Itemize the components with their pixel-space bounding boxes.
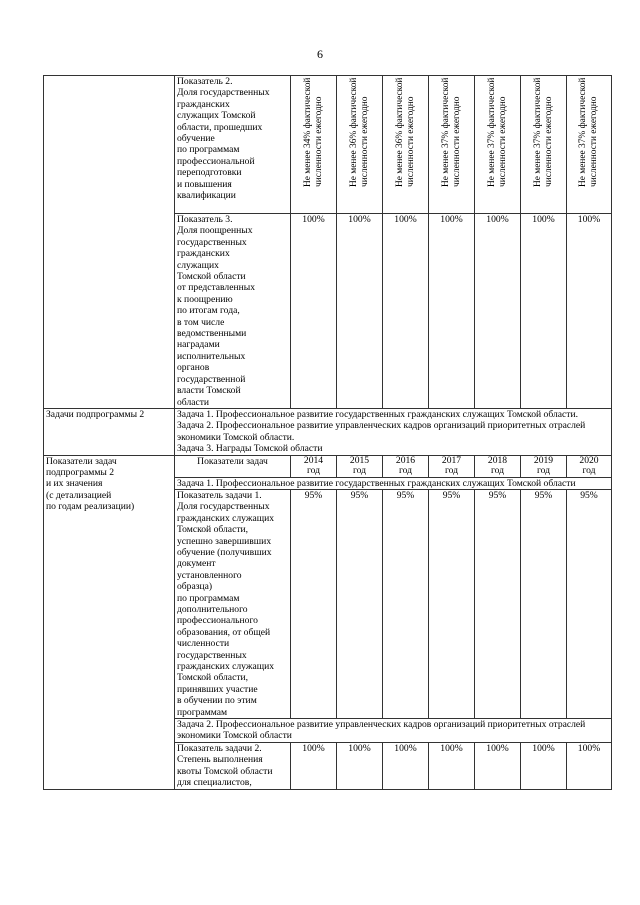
- subprogram-table: [43, 75, 612, 790]
- indicator-3-value: 100%: [291, 214, 337, 409]
- indicator-line: профессиональной: [177, 155, 255, 167]
- indicator-2-value: Не менее 36% фактической численности ежегодно: [348, 77, 370, 187]
- indicator-line: наградами: [177, 339, 220, 351]
- indicator-line: области: [177, 396, 210, 408]
- indicator-line: переподготовки: [177, 167, 242, 179]
- task-2-value: 100%: [521, 742, 567, 789]
- indicator-line: Доля государственных: [177, 501, 270, 513]
- indicator-line: для специалистов,: [177, 777, 252, 789]
- left-empty-cell: [44, 76, 175, 409]
- task-item: Задача 2. Профессиональное развитие управленческих кадров организаций приоритетных отраслей экономики Томской области.: [177, 420, 586, 443]
- year-header: 2020 год: [567, 455, 612, 477]
- task-1-value: 95%: [429, 489, 475, 718]
- indicator-3-value: 100%: [337, 214, 383, 409]
- task-indicators-header: Показатели задач: [175, 455, 291, 477]
- indicator-line: установленного: [177, 569, 242, 581]
- indicator-line: Показатель задачи 1.: [177, 489, 262, 501]
- indicator-line: в том числе: [177, 316, 225, 328]
- indicator-2-text: [175, 76, 291, 214]
- indicator-line: численности: [177, 638, 230, 650]
- year-header: 2016 год: [383, 455, 429, 477]
- task-indicators-label: [44, 455, 175, 789]
- task-2-value: 100%: [337, 742, 383, 789]
- task-item: Задача 3. Награды Томской области: [177, 443, 323, 455]
- indicator-line: исполнительных: [177, 350, 246, 362]
- indicator-line: и повышения: [177, 178, 232, 190]
- indicator-line: обучение (получивших: [177, 546, 272, 558]
- task-1-value: 95%: [337, 489, 383, 718]
- task-2-title: Задача 2. Профессиональное развитие управленческих кадров организаций приоритетных отраслей экономики Томской области: [175, 719, 612, 743]
- year-header: 2014 год: [291, 455, 337, 477]
- label-line: и их значения: [46, 478, 103, 490]
- indicator-line: к поощрению: [177, 293, 233, 305]
- indicator-line: служащих Томской: [177, 110, 256, 122]
- year-header: 2018 год: [475, 455, 521, 477]
- tasks-list: [175, 408, 612, 455]
- indicator-line: Доля государственных: [177, 87, 270, 99]
- indicator-line: по программам: [177, 592, 240, 604]
- indicator-line: по программам: [177, 144, 240, 156]
- indicator-line: гражданских: [177, 248, 230, 260]
- indicator-line: по итогам года,: [177, 305, 240, 317]
- task-indicators-header-row: [44, 455, 612, 477]
- indicator-line: гражданских служащих: [177, 512, 275, 524]
- indicator-line: государственных: [177, 649, 247, 661]
- year-header: 2015 год: [337, 455, 383, 477]
- indicator-2-value: Не менее 34% фактической численности ежегодно: [302, 77, 324, 187]
- page-number: 6: [317, 47, 323, 61]
- indicator-line: государственной: [177, 373, 246, 385]
- indicator-line: ведомственными: [177, 328, 247, 340]
- indicator-3-value: 100%: [383, 214, 429, 409]
- indicator-line: Томской области,: [177, 672, 249, 684]
- indicator-line: служащих: [177, 259, 219, 271]
- indicator-line: Степень выполнения: [177, 754, 263, 766]
- label-line: (с детализацией: [46, 489, 112, 501]
- task-1-indicator-text: [175, 489, 291, 718]
- indicator-line: квалификации: [177, 190, 236, 202]
- indicator-line: в обучении по этим: [177, 695, 257, 707]
- indicator-line: Томской области,: [177, 524, 249, 536]
- indicator-3-value: 100%: [521, 214, 567, 409]
- indicator-line: Доля поощренных: [177, 225, 253, 237]
- indicator-2-value: Не менее 37% фактической численности ежегодно: [578, 77, 599, 187]
- task-1-value: 95%: [521, 489, 567, 718]
- indicator-line: государственных: [177, 236, 247, 248]
- indicator-line: документ: [177, 558, 216, 570]
- indicator-line: обучение: [177, 133, 215, 145]
- task-2-value: 100%: [567, 742, 612, 789]
- indicator-line: области, прошедших: [177, 121, 263, 133]
- year-header: 2017 год: [429, 455, 475, 477]
- indicator-3-value: 100%: [475, 214, 521, 409]
- task-1-value: 95%: [383, 489, 429, 718]
- indicator-line: успешно завершивших: [177, 535, 272, 547]
- indicator-line: образования, от общей: [177, 626, 271, 638]
- task-2-indicator-text: [175, 742, 291, 789]
- label-line: по годам реализации): [46, 501, 135, 513]
- indicator-line: программам: [177, 706, 228, 718]
- indicator-line: органов: [177, 362, 210, 374]
- year-header: 2019 год: [521, 455, 567, 477]
- indicator-line: квоты Томской области: [177, 765, 273, 777]
- indicator-line: Показатель 2.: [177, 76, 233, 87]
- indicator-line: гражданских: [177, 98, 230, 110]
- indicator-line: Показатель задачи 2.: [177, 742, 262, 754]
- task-2-value: 100%: [429, 742, 475, 789]
- task-2-value: 100%: [291, 742, 337, 789]
- indicator-2-value: Не менее 37% фактической численности ежегодно: [440, 77, 462, 187]
- task-2-value: 100%: [475, 742, 521, 789]
- task-1-value: 95%: [475, 489, 521, 718]
- indicator-line: от представленных: [177, 282, 255, 294]
- indicator-2-value: Не менее 36% фактической численности ежегодно: [394, 77, 416, 187]
- indicator-line: образца): [177, 581, 213, 593]
- indicator-2-value: Не менее 37% фактической численности ежегодно: [532, 77, 554, 187]
- task-1-value: 95%: [567, 489, 612, 718]
- indicator-line: гражданских служащих: [177, 661, 275, 673]
- indicator-line: власти Томской: [177, 385, 241, 397]
- indicator-2-value: Не менее 37% фактической численности ежегодно: [486, 77, 508, 187]
- label-line: подпрограммы 2: [46, 466, 115, 478]
- tasks-row: [44, 408, 612, 455]
- indicator-3-text: [175, 214, 291, 409]
- task-1-value: 95%: [291, 489, 337, 718]
- indicator-line: профессионального: [177, 615, 258, 627]
- indicator-line: принявших участие: [177, 683, 258, 695]
- indicator-3-value: 100%: [567, 214, 612, 409]
- label-line: Показатели задач: [46, 455, 117, 467]
- task-1-title: Задача 1. Профессиональное развитие государственных гражданских служащих Томской области: [175, 477, 612, 489]
- tasks-label: Задачи подпрограммы 2: [44, 408, 175, 455]
- indicator-line: дополнительного: [177, 604, 248, 615]
- indicator-line: Томской области: [177, 271, 246, 283]
- task-2-value: 100%: [383, 742, 429, 789]
- indicator-3-value: 100%: [429, 214, 475, 409]
- indicator-line: Показатель 3.: [177, 214, 233, 225]
- task-item: Задача 1. Профессиональное развитие государственных гражданских служащих Томской области.: [177, 408, 579, 420]
- indicator-2-row: [44, 76, 612, 214]
